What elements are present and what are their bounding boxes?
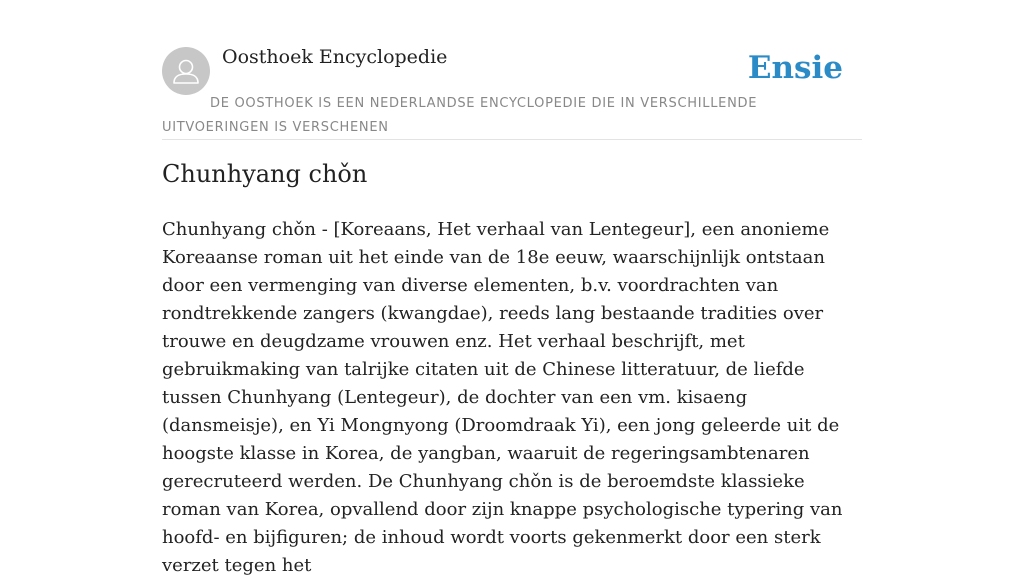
user-avatar-icon[interactable]: [162, 47, 210, 95]
source-title[interactable]: Oosthoek Encyclopedie: [222, 46, 448, 68]
user-silhouette-icon: [162, 47, 210, 95]
source-header: [162, 44, 862, 140]
site-logo[interactable]: Ensie: [747, 50, 843, 86]
source-description: DE OOSTHOEK IS EEN NEDERLANDSE ENCYCLOPEDIE DIE IN VERSCHILLENDE UITVOERINGEN IS VERSCHENEN: [162, 96, 758, 135]
article-body: Chunhyang chǒn - [Koreaans, Het verhaal van Lentegeur], een anonieme Koreaanse roman uit het einde van de 18e eeuw, waarschijnlijk ontstaan door een vermenging van diverse elementen, b.v. voordrachten van rondtrekkende zangers (kwangdae), reeds lang bestaande tradities over trouwe en deugdzame vrouwen enz. Het verhaal beschrijft, met gebruikmaking van talrijke citaten uit de Chinese litteratuur, de liefde tussen Chunhyang (Lentegeur), de dochter van een vm. kisaeng (dansmeisje), en Yi Mongnyong (Droomdraak Yi), een jong geleerde uit de hoogste klasse in Korea, de yangban, waaruit de regeringsambtenaren gerecruteerd werden. De Chunhyang chǒn is de beroemdste klassieke roman van Korea, opvallend door zijn knappe psychologische typering van hoofd- en bijfiguren; de inhoud wordt voorts gekenmerkt door een sterk verzet tegen het: [162, 219, 843, 576]
article-title: Chunhyang chǒn: [162, 160, 368, 188]
